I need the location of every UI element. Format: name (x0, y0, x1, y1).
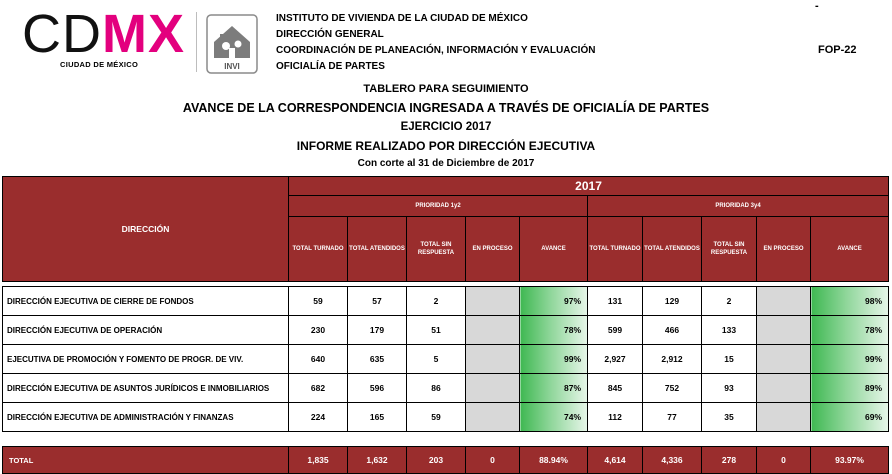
cdmx-logo-text: CDMX (22, 4, 185, 64)
cell-direction: DIRECCIÓN EJECUTIVA DE ASUNTOS JURÍDICOS E INMOBILIARIOS (3, 374, 289, 403)
cell-atendidos: 2,912 (643, 345, 702, 374)
cell-en-proceso (466, 287, 520, 316)
total-cell-sin-respuesta: 203 (407, 447, 466, 474)
cell-avance: 89% (811, 374, 889, 403)
institution-line: OFICIALÍA DE PARTES (276, 61, 385, 72)
cell-turnado: 59 (289, 287, 348, 316)
col-total-turnado: TOTAL TURNADO (289, 217, 348, 282)
cell-turnado: 599 (588, 316, 643, 345)
cell-turnado: 112 (588, 403, 643, 432)
cell-avance: 87% (520, 374, 588, 403)
priority-1-2-header: PRIORIDAD 1y2 (289, 196, 588, 217)
tracking-table (2, 176, 889, 474)
cell-en-proceso (466, 374, 520, 403)
col-en-proceso: EN PROCESO (466, 217, 520, 282)
total-cell-atendidos: 1,632 (348, 447, 407, 474)
col-total-sin-respuesta: TOTAL SIN RESPUESTA (702, 217, 757, 282)
cell-atendidos: 596 (348, 374, 407, 403)
cell-avance: 98% (811, 287, 889, 316)
priority-3-4-header: PRIORIDAD 3y4 (588, 196, 889, 217)
total-cell-atendidos: 4,336 (643, 447, 702, 474)
total-cell-avance: 88.94% (520, 447, 588, 474)
cell-en-proceso (466, 345, 520, 374)
cell-atendidos: 466 (643, 316, 702, 345)
total-cell-sin-respuesta: 278 (702, 447, 757, 474)
year-header: 2017 (289, 177, 889, 196)
cell-sin-respuesta: 35 (702, 403, 757, 432)
logo-divider (196, 12, 197, 72)
institution-line: COORDINACIÓN DE PLANEACIÓN, INFORMACIÓN Y EVALUACIÓN (276, 45, 596, 56)
col-total-atendidos: TOTAL ATENDIDOS (348, 217, 407, 282)
cell-avance: 78% (811, 316, 889, 345)
direction-header: DIRECCIÓN (3, 177, 289, 282)
table-row (3, 374, 889, 403)
cell-sin-respuesta: 133 (702, 316, 757, 345)
cell-atendidos: 165 (348, 403, 407, 432)
cell-atendidos: 77 (643, 403, 702, 432)
invi-logo (206, 14, 258, 74)
table-row (3, 287, 889, 316)
col-en-proceso: EN PROCESO (757, 217, 811, 282)
table-row (3, 403, 889, 432)
cell-sin-respuesta: 2 (702, 287, 757, 316)
cell-sin-respuesta: 51 (407, 316, 466, 345)
cell-direction: DIRECCIÓN EJECUTIVA DE ADMINISTRACIÓN Y FINANZAS (3, 403, 289, 432)
total-label: TOTAL (3, 447, 289, 474)
cell-en-proceso (466, 403, 520, 432)
cell-en-proceso (757, 316, 811, 345)
cdmx-logo (22, 6, 185, 69)
form-code: FOP-22 (818, 44, 857, 56)
institution-line: DIRECCIÓN GENERAL (276, 29, 384, 40)
col-avance: AVANCE (520, 217, 588, 282)
institution-line: INSTITUTO DE VIVIENDA DE LA CIUDAD DE MÉXICO (276, 13, 528, 24)
col-total-sin-respuesta: TOTAL SIN RESPUESTA (407, 217, 466, 282)
cell-atendidos: 635 (348, 345, 407, 374)
total-cell-en-proceso: 0 (466, 447, 520, 474)
total-cell-turnado: 4,614 (588, 447, 643, 474)
cell-sin-respuesta: 93 (702, 374, 757, 403)
institution-block (276, 11, 595, 75)
cell-atendidos: 752 (643, 374, 702, 403)
cell-sin-respuesta: 5 (407, 345, 466, 374)
cell-turnado: 230 (289, 316, 348, 345)
col-total-atendidos: TOTAL ATENDIDOS (643, 217, 702, 282)
title-year: EJERCICIO 2017 (400, 121, 492, 133)
total-cell-en-proceso: 0 (757, 447, 811, 474)
cell-avance: 99% (520, 345, 588, 374)
cell-avance: 74% (520, 403, 588, 432)
col-avance: AVANCE (811, 217, 889, 282)
total-cell-turnado: 1,835 (289, 447, 348, 474)
cell-sin-respuesta: 86 (407, 374, 466, 403)
cell-turnado: 682 (289, 374, 348, 403)
title-report: INFORME REALIZADO POR DIRECCIÓN EJECUTIVA (296, 139, 596, 153)
cell-direction: DIRECCIÓN EJECUTIVA DE CIERRE DE FONDOS (3, 287, 289, 316)
report-titles (0, 80, 892, 172)
cell-turnado: 131 (588, 287, 643, 316)
cell-atendidos: 57 (348, 287, 407, 316)
title-main: AVANCE DE LA CORRESPONDENCIA INGRESADA A TRAVÉS DE OFICIALÍA DE PARTES (182, 101, 710, 115)
cdmx-logo-subtitle: CIUDAD DE MÉXICO (60, 60, 139, 69)
invi-house-icon (206, 14, 258, 74)
cell-sin-respuesta: 2 (407, 287, 466, 316)
cell-en-proceso (757, 403, 811, 432)
cell-avance: 69% (811, 403, 889, 432)
title-dashboard: TABLERO PARA SEGUIMIENTO (363, 83, 529, 95)
svg-text:INVI: INVI (224, 62, 240, 71)
cell-direction: EJECUTIVA DE PROMOCIÓN Y FOMENTO DE PROGR. DE VIV. (3, 345, 289, 374)
cell-turnado: 640 (289, 345, 348, 374)
table-row (3, 316, 889, 345)
cell-sin-respuesta: 59 (407, 403, 466, 432)
cell-turnado: 2,927 (588, 345, 643, 374)
cell-avance: 97% (520, 287, 588, 316)
title-cutoff: Con corte al 31 de Diciembre de 2017 (357, 158, 535, 169)
cell-atendidos: 179 (348, 316, 407, 345)
col-total-turnado: TOTAL TURNADO (588, 217, 643, 282)
cell-atendidos: 129 (643, 287, 702, 316)
table-row (3, 345, 889, 374)
cell-turnado: 845 (588, 374, 643, 403)
header-dash: - (815, 0, 819, 12)
total-cell-avance: 93.97% (811, 447, 889, 474)
cell-en-proceso (466, 316, 520, 345)
cell-direction: DIRECCIÓN EJECUTIVA DE OPERACIÓN (3, 316, 289, 345)
cell-avance: 99% (811, 345, 889, 374)
cell-en-proceso (757, 345, 811, 374)
cell-en-proceso (757, 374, 811, 403)
cell-en-proceso (757, 287, 811, 316)
cell-sin-respuesta: 15 (702, 345, 757, 374)
cell-avance: 78% (520, 316, 588, 345)
total-row (3, 447, 889, 474)
cell-turnado: 224 (289, 403, 348, 432)
